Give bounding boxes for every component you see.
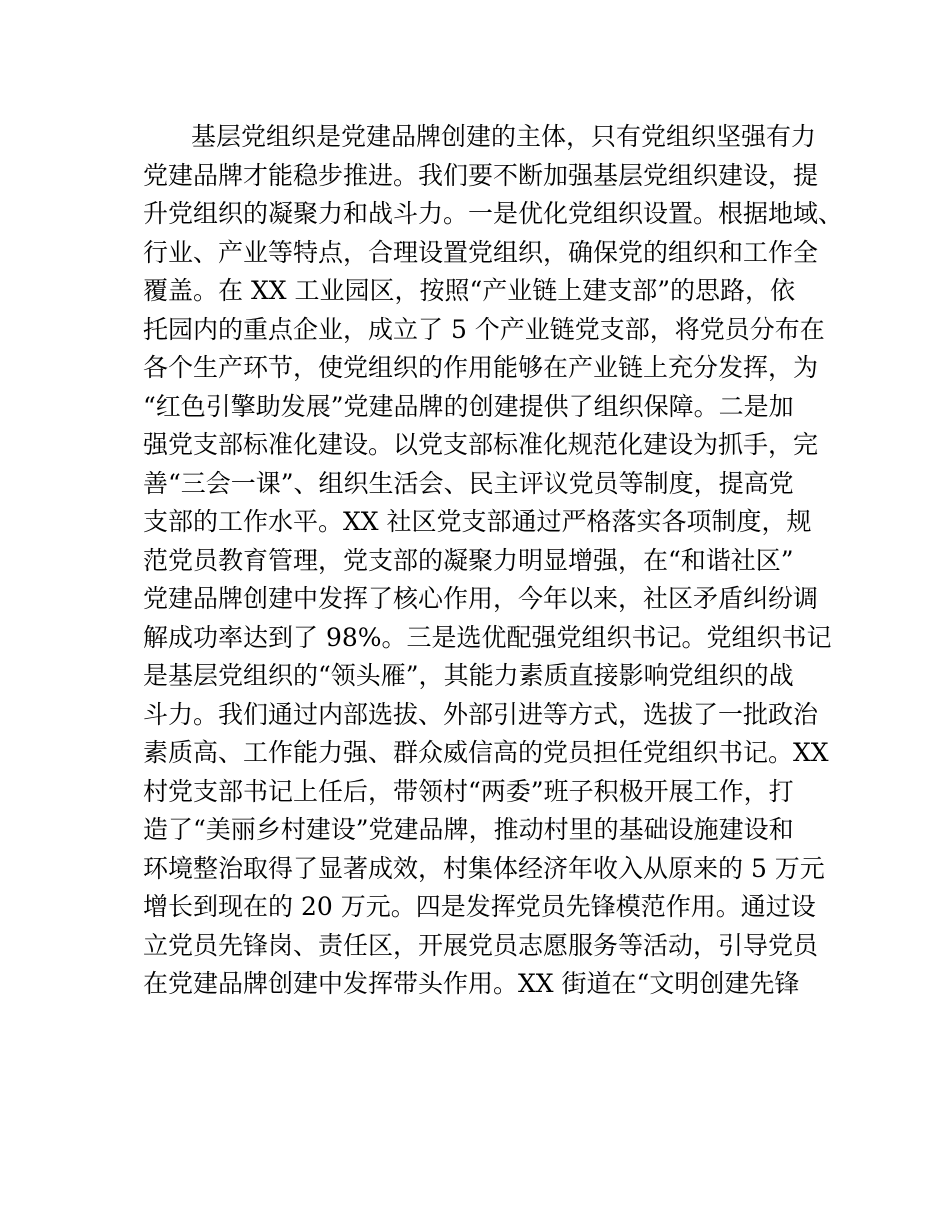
text-line: 环境整治取得了显著成效，村集体经济年收入从原来的 5 万元 [143, 853, 825, 883]
text-line: 素质高、工作能力强、群众威信高的党员担任党组织书记。XX [143, 738, 829, 767]
text-line: 基层党组织是党建品牌创建的主体，只有党组织坚强有力 [191, 122, 817, 151]
text-line: 党建品牌创建中发挥了核心作用，今年以来，社区矛盾纠纷调 [143, 584, 819, 613]
text-line: 党建品牌才能稳步推进。我们要不断加强基层党组织建设，提 [143, 160, 819, 190]
text-line: 善“三会一课”、组织生活会、民主评议党员等制度，提高党 [143, 468, 794, 498]
text-line: 行业、产业等特点，合理设置党组织，确保党的组织和工作全 [143, 237, 819, 267]
text-line: 立党员先锋岗、责任区，开展党员志愿服务等活动，引导党员 [143, 930, 819, 960]
text-line: 托园内的重点企业，成立了 5 个产业链党支部，将党员分布在 [143, 314, 825, 344]
text-line: 支部的工作水平。XX 社区党支部通过严格落实各项制度，规 [143, 507, 812, 536]
text-line: 斗力。我们通过内部选拔、外部引进等方式，选拔了一批政治 [143, 699, 819, 729]
text-line: 解成功率达到了 98%。三是选优配强党组织书记。党组织书记 [143, 622, 832, 652]
text-line: 各个生产环节，使党组织的作用能够在产业链上充分发挥，为 [143, 353, 819, 382]
text-line: 在党建品牌创建中发挥带头作用。XX 街道在“文明创建先锋 [143, 969, 800, 998]
text-line: 是基层党组织的“领头雁”，其能力素质直接影响党组织的战 [143, 661, 794, 690]
text-line: 覆盖。在 XX 工业园区，按照“产业链上建支部”的思路，依 [143, 276, 796, 305]
text-line: “红色引擎助发展”党建品牌的创建提供了组织保障。二是加 [143, 391, 794, 421]
body-paragraph [143, 118, 843, 1004]
text-line: 造了“美丽乡村建设”党建品牌，推动村里的基础设施建设和 [143, 815, 794, 844]
text-line: 增长到现在的 20 万元。四是发挥党员先锋模范作用。通过设 [143, 892, 816, 921]
text-line: 强党支部标准化建设。以党支部标准化规范化建设为抓手，完 [143, 430, 819, 459]
text-line: 范党员教育管理，党支部的凝聚力明显增强，在“和谐社区” [143, 545, 794, 575]
text-line: 升党组织的凝聚力和战斗力。一是优化党组织设置。根据地域、 [143, 199, 844, 228]
text-line: 村党支部书记上任后，带领村“两委”班子积极开展工作，打 [143, 776, 794, 806]
